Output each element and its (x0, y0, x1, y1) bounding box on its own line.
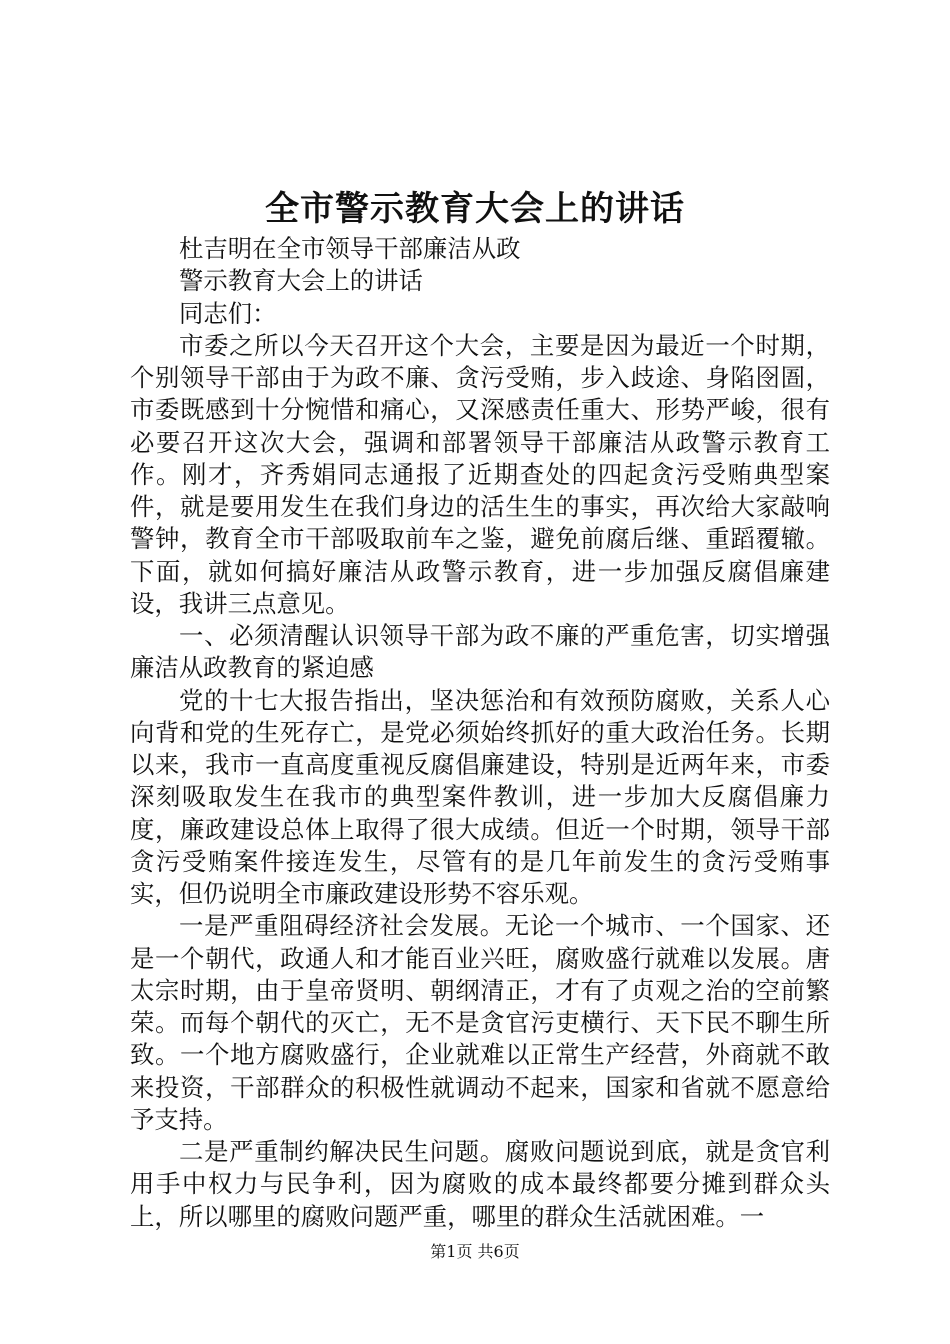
paragraph-point-2: 二是严重制约解决民生问题。腐败问题说到底，就是贪官利用手中权力与民争利，因为腐败的成本最终都要分摊到群众头上，所以哪里的腐败问题严重，哪里的群众生活就困难。一 (130, 1137, 830, 1231)
page-footer: 第1页 共6页 (430, 1242, 520, 1261)
paragraph-intro: 市委之所以今天召开这个大会，主要是因为最近一个时期，个别领导干部由于为政不廉、贪污受贿，步入歧途、身陷囹圄，市委既感到十分惋惜和痛心，又深感责任重大、形势严峻，很有必要召开这次大会，强调和部署领导干部廉洁从政警示教育工作。刚才，齐秀娟同志通报了近期查处的四起贪污受贿典型案件，就是要用发生在我们身边的活生生的事实，再次给大家敲响警钟，教育全市干部吸取前车之鉴，避免前腐后继、重蹈覆辙。下面，就如何搞好廉洁从政警示教育，进一步加强反腐倡廉建设，我讲三点意见。 (130, 330, 830, 618)
paragraph-body: 党的十七大报告指出，坚决惩治和有效预防腐败，关系人心向背和党的生死存亡，是党必须始终抓好的重大政治任务。长期以来，我市一直高度重视反腐倡廉建设，特别是近两年来，市委深刻吸取发生在我市的典型案件教训，进一步加大反腐倡廉力度，廉政建设总体上取得了很大成绩。但近一个时期，领导干部贪污受贿案件接连发生，尽管有的是几年前发生的贪污受贿事实，但仍说明全市廉政建设形势不容乐观。 (130, 685, 830, 908)
paragraph-point-1: 一是严重阻碍经济社会发展。无论一个城市、一个国家、还是一个朝代，政通人和才能百业兴旺，腐败盛行就难以发展。唐太宗时期，由于皇帝贤明、朝纲清正，才有了贞观之治的空前繁荣。而每个朝代的灭亡，无不是贪官污吏横行、天下民不聊生所致。一个地方腐败盛行，企业就难以正常生产经营，外商就不敢来投资，干部群众的积极性就调动不起来，国家和省就不愿意给予支持。 (130, 911, 830, 1134)
salutation: 同志们： (179, 298, 277, 328)
subtitle-line: 警示教育大会上的讲话 (179, 266, 423, 296)
section-heading-1: 一、必须清醒认识领导干部为政不廉的严重危害，切实增强廉洁从政教育的紧迫感 (130, 621, 830, 683)
document-body (130, 233, 830, 1233)
speaker-line: 杜吉明在全市领导干部廉洁从政 (179, 234, 521, 263)
document-title: 全市警示教育大会上的讲话 (265, 189, 685, 229)
